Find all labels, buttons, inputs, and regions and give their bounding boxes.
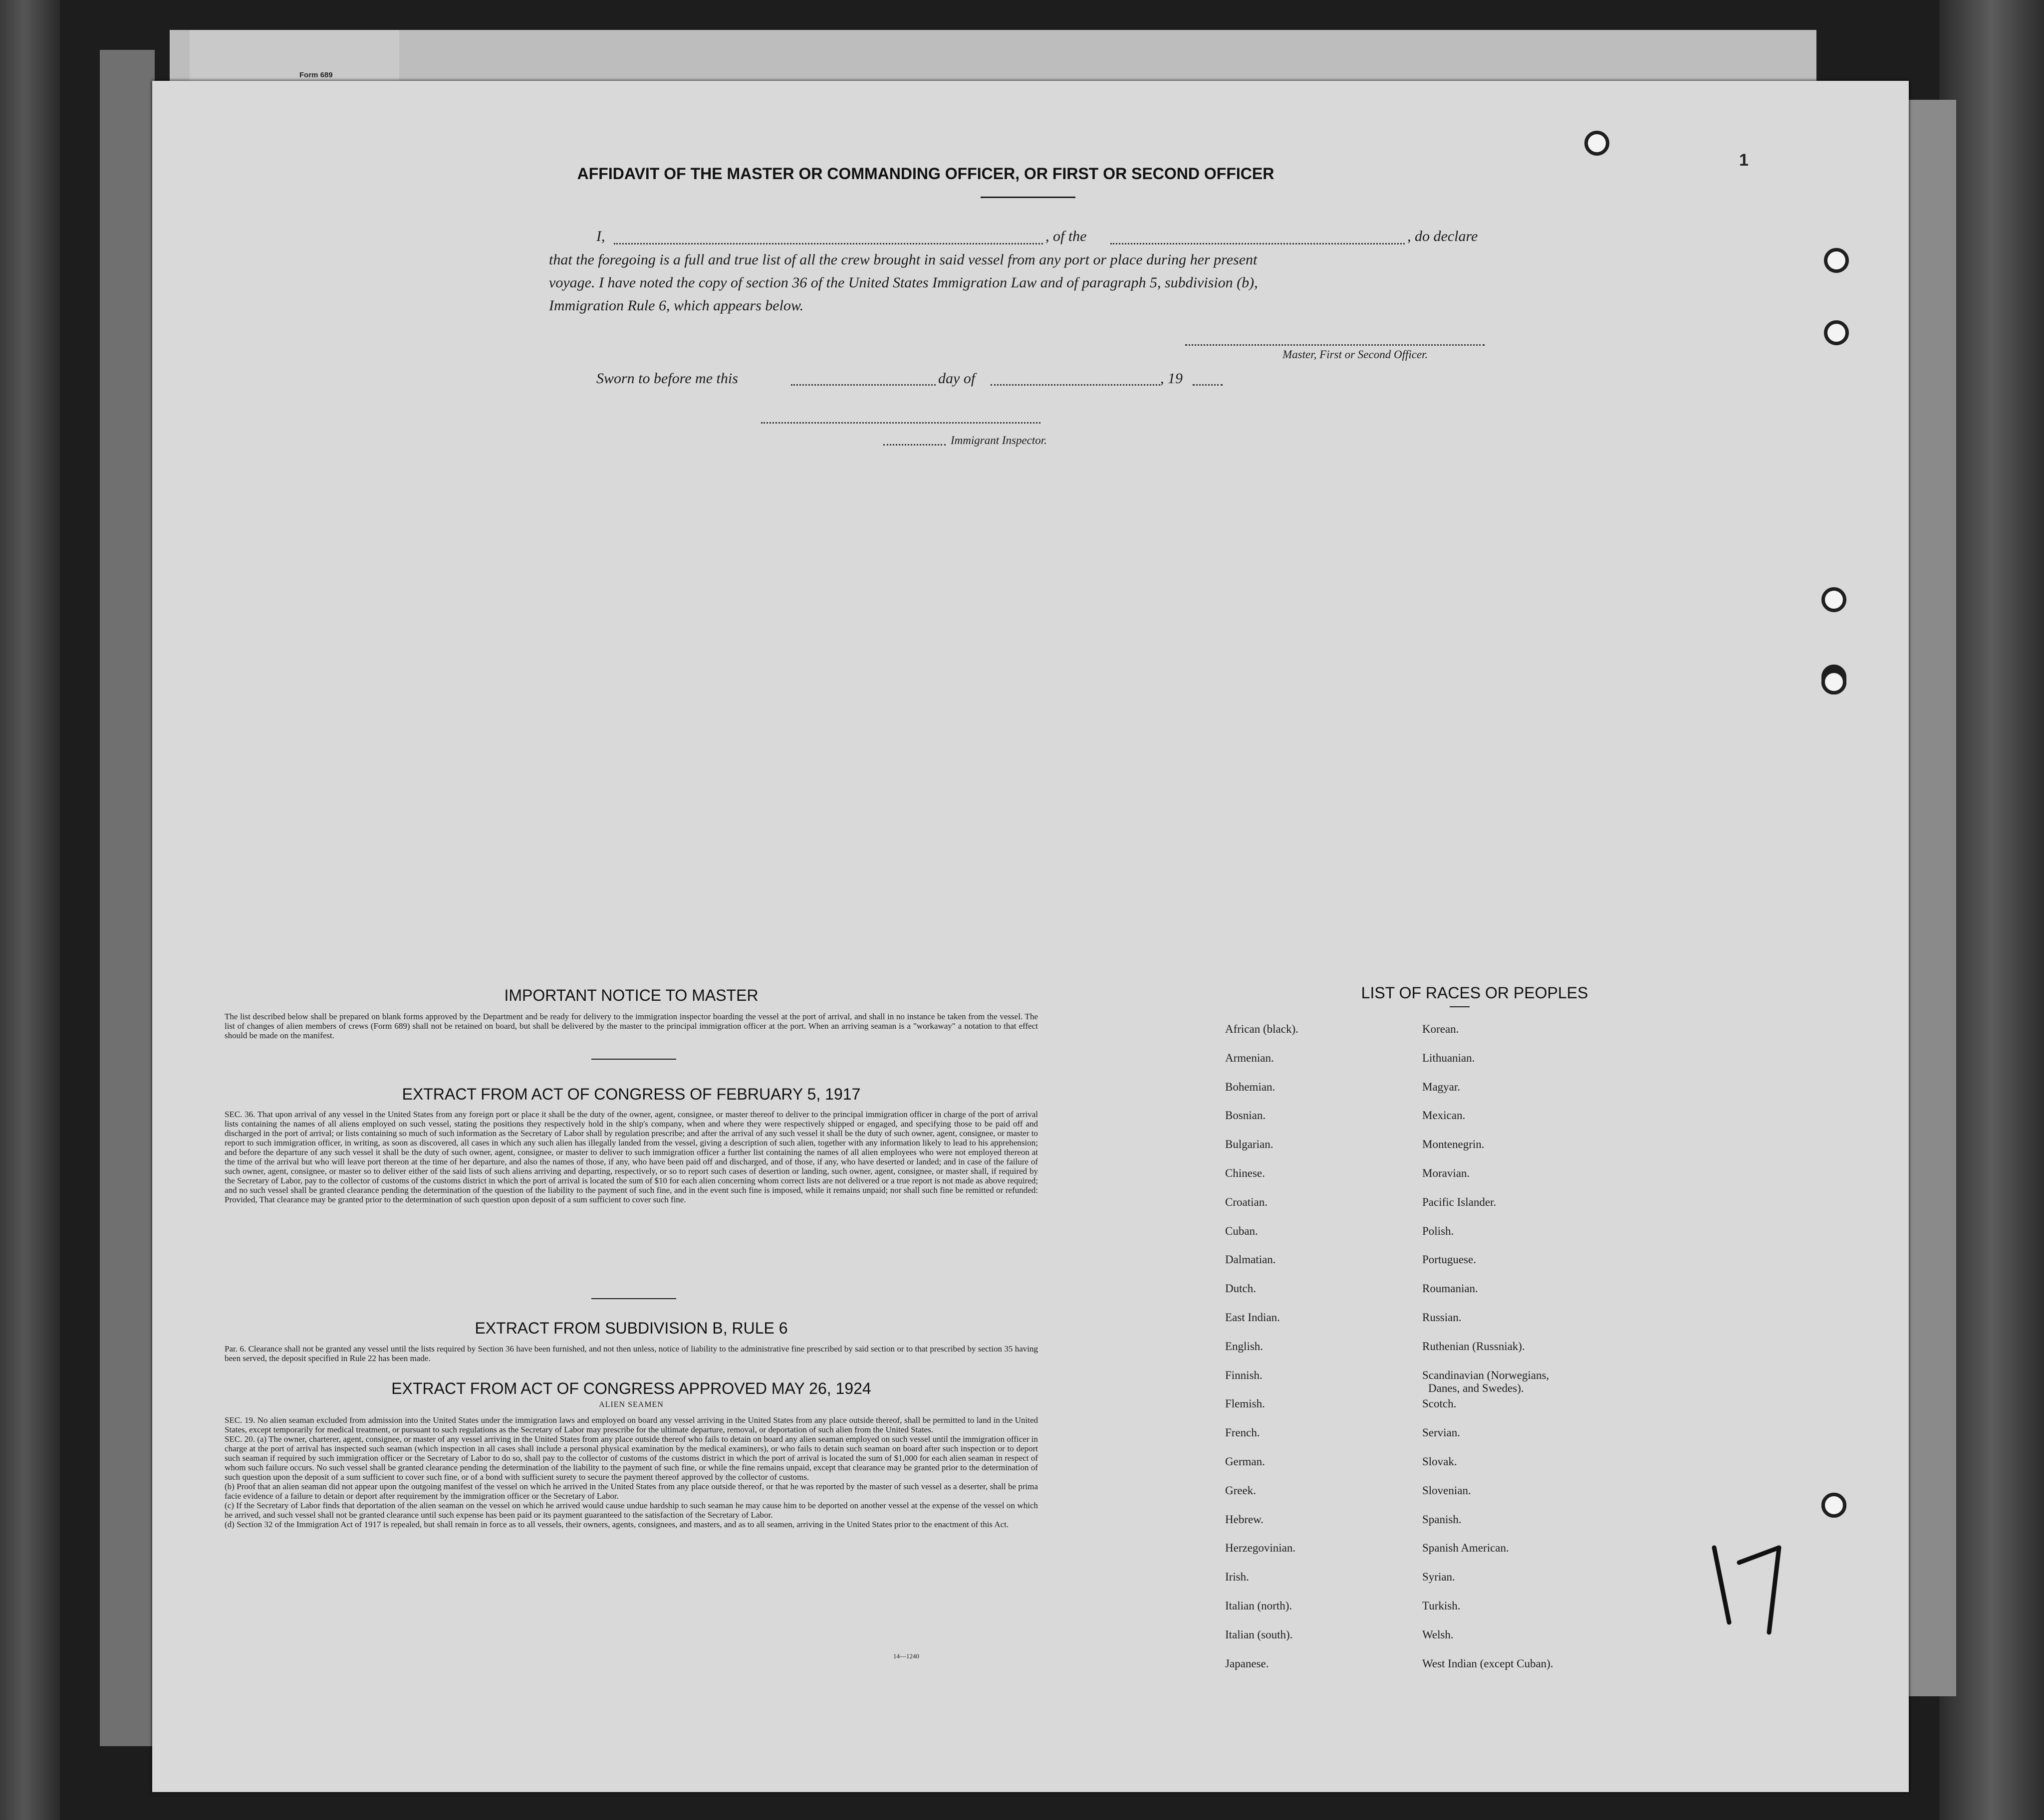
race-left-item: Italian (north). [1225,1599,1292,1612]
race-right-item: Scandinavian (Norwegians, [1422,1368,1549,1381]
races-title: LIST OF RACES OR PEOPLES [1361,984,1588,1002]
punch-hole [1821,1493,1846,1518]
day-of-label: day of [938,370,976,387]
race-left-item: Hebrew. [1225,1513,1264,1526]
race-right-item: Spanish. [1422,1513,1462,1526]
sworn-label: Sworn to before me this [596,370,738,387]
race-right-item: Moravian. [1422,1167,1470,1179]
extract-rule6-text: Par. 6. Clearance shall not be granted any vessel until the lists required by Section 36 have been furnished, and not then unless, notice of liability to the administrative fine prescribed by said section or to that prescribed by section 35 having been served, the deposit specified in Rule 22 has been made. [225,1344,1038,1363]
back-sheet-left [100,50,155,1746]
race-left-item: Cuban. [1225,1224,1258,1237]
title-rule [981,197,1075,198]
alien-seamen-subtitle: ALIEN SEAMEN [599,1400,664,1409]
race-right-item: Portuguese. [1422,1253,1476,1266]
punch-hole [1821,587,1846,612]
race-left-item: Greek. [1225,1484,1256,1497]
notice-text-block [225,1012,1038,1040]
race-left-item: French. [1225,1426,1260,1439]
year-label: , 19 [1160,370,1183,387]
form-number: Form 689 [299,71,333,79]
punch-hole [1824,320,1849,345]
race-right-item: Roumanian. [1422,1282,1478,1295]
race-right-item-continuation: Danes, and Swedes). [1428,1381,1524,1394]
race-left-item: Armenian. [1225,1051,1274,1064]
race-right-item: West Indian (except Cuban). [1422,1657,1553,1670]
affidavit-of-the: , of the [1045,228,1087,244]
extract-1924-p4: (c) If the Secretary of Labor finds that deportation of the alien seaman on the vessel on which he arrived would cause undue hardship to such seaman he may cause him to be deported on another vessel at the expense of the vessel on which he arrived, and such vessel shall not be granted clearance until such expense has been paid or its payment guaranteed to the satisfaction of the Secretary of Labor. [225,1501,1038,1520]
master-signature-line[interactable] [1185,344,1485,346]
master-label: Master, First or Second Officer. [1282,348,1428,361]
race-right-item: Mexican. [1422,1109,1466,1122]
race-right-item: Russian. [1422,1311,1462,1324]
affidavit-line-4: Immigration Rule 6, which appears below. [549,297,804,314]
affidavit-line-3: voyage. I have noted the copy of section 36 of the United States Immigration Law and of paragraph 5, subdivision (b), [549,274,1258,291]
race-left-item: Herzegovinian. [1225,1542,1296,1555]
extract-1924-title: EXTRACT FROM ACT OF CONGRESS APPROVED MAY 26, 1924 [391,1379,871,1397]
race-right-item: Pacific Islander. [1422,1195,1497,1208]
race-right-item: Ruthenian (Russniak). [1422,1340,1525,1353]
race-right-item: Slovak. [1422,1455,1457,1468]
affidavit-line-2: that the foregoing is a full and true list of all the crew brought in said vessel from any port or place during her present [549,251,1258,268]
race-left-item: East Indian. [1225,1311,1280,1324]
sworn-day-blank[interactable] [791,384,936,386]
inspector-line-1[interactable] [761,422,1040,424]
races-title-rule [1450,1006,1470,1007]
extract-1924-p2: SEC. 20. (a) The owner, charterer, agent, consignee, or master of any vessel arriving in the United States from any place outside thereof who fails to detain on board any alien seaman employed on such vessel until the immigration officer in charge at the port of arrival has inspected such seaman (which inspection in all cases shall include a personal physical examination by the medical examiners), or who fails to detain such seaman on board after such inspection or to deport such seaman if required by such immigration officer or the Secretary of Labor to do so, shall pay to the collector of customs of the customs district in which the port of arrival is located the sum of $1,000 for each alien seaman in respect of whom such failure occurs. No such vessel shall be granted clearance pending the determination of the liability to the payment of such fine, or while the fine remains unpaid, except that clearance may be granted prior to the determination of such question upon the deposit of a sum sufficient to cover such fine, or of a bond with sufficient surety to secure the payment thereof approved by the collector of customs. [225,1434,1038,1482]
vessel-blank[interactable] [1110,243,1405,244]
extract-1924-block [225,1415,1038,1529]
race-left-item: Irish. [1225,1571,1249,1584]
punch-hole [1584,131,1609,156]
handwritten-h-mark [1694,1528,1814,1647]
notice-title: IMPORTANT NOTICE TO MASTER [504,986,759,1004]
race-right-item: Turkish. [1422,1599,1461,1612]
extract-1924-p1: SEC. 19. No alien seaman excluded from admission into the United States under the immigration laws and employed on board any vessel arriving in the United States from any place outside thereof, shall be permitted to land in the United States, except temporarily for medical treatment, or pursuant to such regulations as the Secretary of Labor may prescribe for the ultimate departure, removal, or deportation of such alien from the United States. [225,1415,1038,1434]
race-left-item: Bulgarian. [1225,1138,1274,1151]
race-left-item: Bohemian. [1225,1080,1276,1093]
affidavit-do-declare: , do declare [1407,228,1478,244]
race-left-item: Dutch. [1225,1282,1256,1295]
race-left-item: Flemish. [1225,1397,1265,1410]
extract-1924-p3: (b) Proof that an alien seaman did not appear upon the outgoing manifest of the vessel on which he arrived in the United States from any place outside thereof, or that he was reported by the master of such vessel as a deserter, shall be prima facie evidence of a failure to detain or deport after requirement by the immigration officer or the Secretary of Labor. [225,1482,1038,1501]
document-page [152,81,1909,1792]
affidavit-i-label: I, [596,228,605,244]
race-right-item: Korean. [1422,1023,1459,1035]
race-left-item: English. [1225,1340,1264,1353]
race-left-item: African (black). [1225,1023,1298,1035]
race-left-item: Bosnian. [1225,1109,1266,1122]
race-right-item: Lithuanian. [1422,1051,1475,1064]
sworn-month-blank[interactable] [991,384,1160,386]
race-right-item: Welsh. [1422,1628,1454,1641]
race-left-item: Croatian. [1225,1195,1268,1208]
race-right-item: Scotch. [1422,1397,1457,1410]
extract-1917-block [225,1110,1038,1204]
race-left-item: Finnish. [1225,1368,1263,1381]
race-left-item: Dalmatian. [1225,1253,1276,1266]
scanner-edge-left [0,0,60,1820]
extract-1917-text: SEC. 36. That upon arrival of any vessel in the United States from any foreign port or place it shall be the duty of the owner, agent, consignee, or master thereof to deliver to the principal immigration officer in charge of the port of arrival lists containing the names of all aliens employed on such vessel, stating the positions they respectively hold in the ship's company, when and where they were respectively shipped or engaged, and specifying those to be paid off and discharged in the port of arrival; or lists containing so much of such information as the Secretary of Labor shall by regulation prescribe; and after the arrival of any such vessel it shall be the duty of such owner, agent, consignee, or master to report to such immigration officer, in writing, as soon as discovered, all cases in which any such alien has illegally landed from the vessel, giving a description of such alien, together with any information likely to lead to his apprehension; and before the departure of any such vessel it shall be the duty of such owner, agent, consignee, or master to deliver to such immigration officer a further list containing the names of all alien employees who were not employed thereon at the time of the arrival but who will leave port thereon at the time of her departure, and also the names of those, if any, who have been paid off and discharged, and of those, if any, who have deserted or landed; and in case of the failure of such owner, agent, consignee, or master so to deliver either of the said lists of such aliens arriving and departing, respectively, or so to report such cases of desertion or landing, such owner, agent, consignee, or master shall, if required by the Secretary of Labor, pay to the collector of customs of the customs district in which the port of arrival is located the sum of $10 for each alien concerning whom correct lists are not delivered or a true report is not made as above required; and no such vessel shall be granted clearance pending the determination of the question of the liability to the payment of such fine, and in the event such fine is imposed, while it remains unpaid; nor shall such fine be remitted or refunded: Provided, That clearance may be granted prior to the determination of such question upon deposit of a sum sufficient to cover such fine. [225,1110,1038,1204]
race-left-item: German. [1225,1455,1265,1468]
race-right-item: Montenegrin. [1422,1138,1485,1151]
extract-1917-rule [591,1298,676,1299]
punch-hole [1824,248,1849,273]
race-right-item: Slovenian. [1422,1484,1471,1497]
print-code: 14—1240 [893,1652,919,1660]
affidavit-title: AFFIDAVIT OF THE MASTER OR COMMANDING OFFICER, OR FIRST OR SECOND OFFICER [577,165,1275,183]
extract-rule6-block [225,1344,1038,1363]
page-mark: 1 [1739,151,1749,170]
year-blank[interactable] [1193,384,1223,386]
race-right-item: Servian. [1422,1426,1461,1439]
extract-rule6-title: EXTRACT FROM SUBDIVISION B, RULE 6 [475,1319,788,1337]
race-right-item: Polish. [1422,1224,1454,1237]
extract-1917-title: EXTRACT FROM ACT OF CONGRESS OF FEBRUARY 5, 1917 [402,1085,861,1103]
notice-rule [591,1059,676,1060]
inspector-label: Immigrant Inspector. [951,434,1047,447]
extract-1924-p5: (d) Section 32 of the Immigration Act of 1917 is repealed, but shall remain in force as to all vessels, their owners, agents, consignees, and masters, and as to all seamen, arriving in the United States prior to the enactment of this Act. [225,1520,1009,1529]
punch-hole [1821,670,1846,694]
name-blank[interactable] [614,243,1043,244]
race-left-item: Chinese. [1225,1167,1265,1179]
race-right-item: Syrian. [1422,1571,1455,1584]
race-right-item: Spanish American. [1422,1542,1509,1555]
race-right-item: Magyar. [1422,1080,1461,1093]
notice-text: The list described below shall be prepared on blank forms approved by the Department and be ready for delivery to the immigration inspector boarding the vessel at the port of arrival, and shall in no instance be taken from the vessel. The list of changes of alien members of crews (Form 689) shall not be retained on board, but shall be delivered by the master to the principal immigration officer at the port. When an arriving seaman is a "workaway" a notation to that effect should be made on the manifest. [225,1012,1038,1040]
race-left-item: Japanese. [1225,1657,1269,1670]
race-left-item: Italian (south). [1225,1628,1293,1641]
inspector-line-2[interactable] [883,444,946,446]
